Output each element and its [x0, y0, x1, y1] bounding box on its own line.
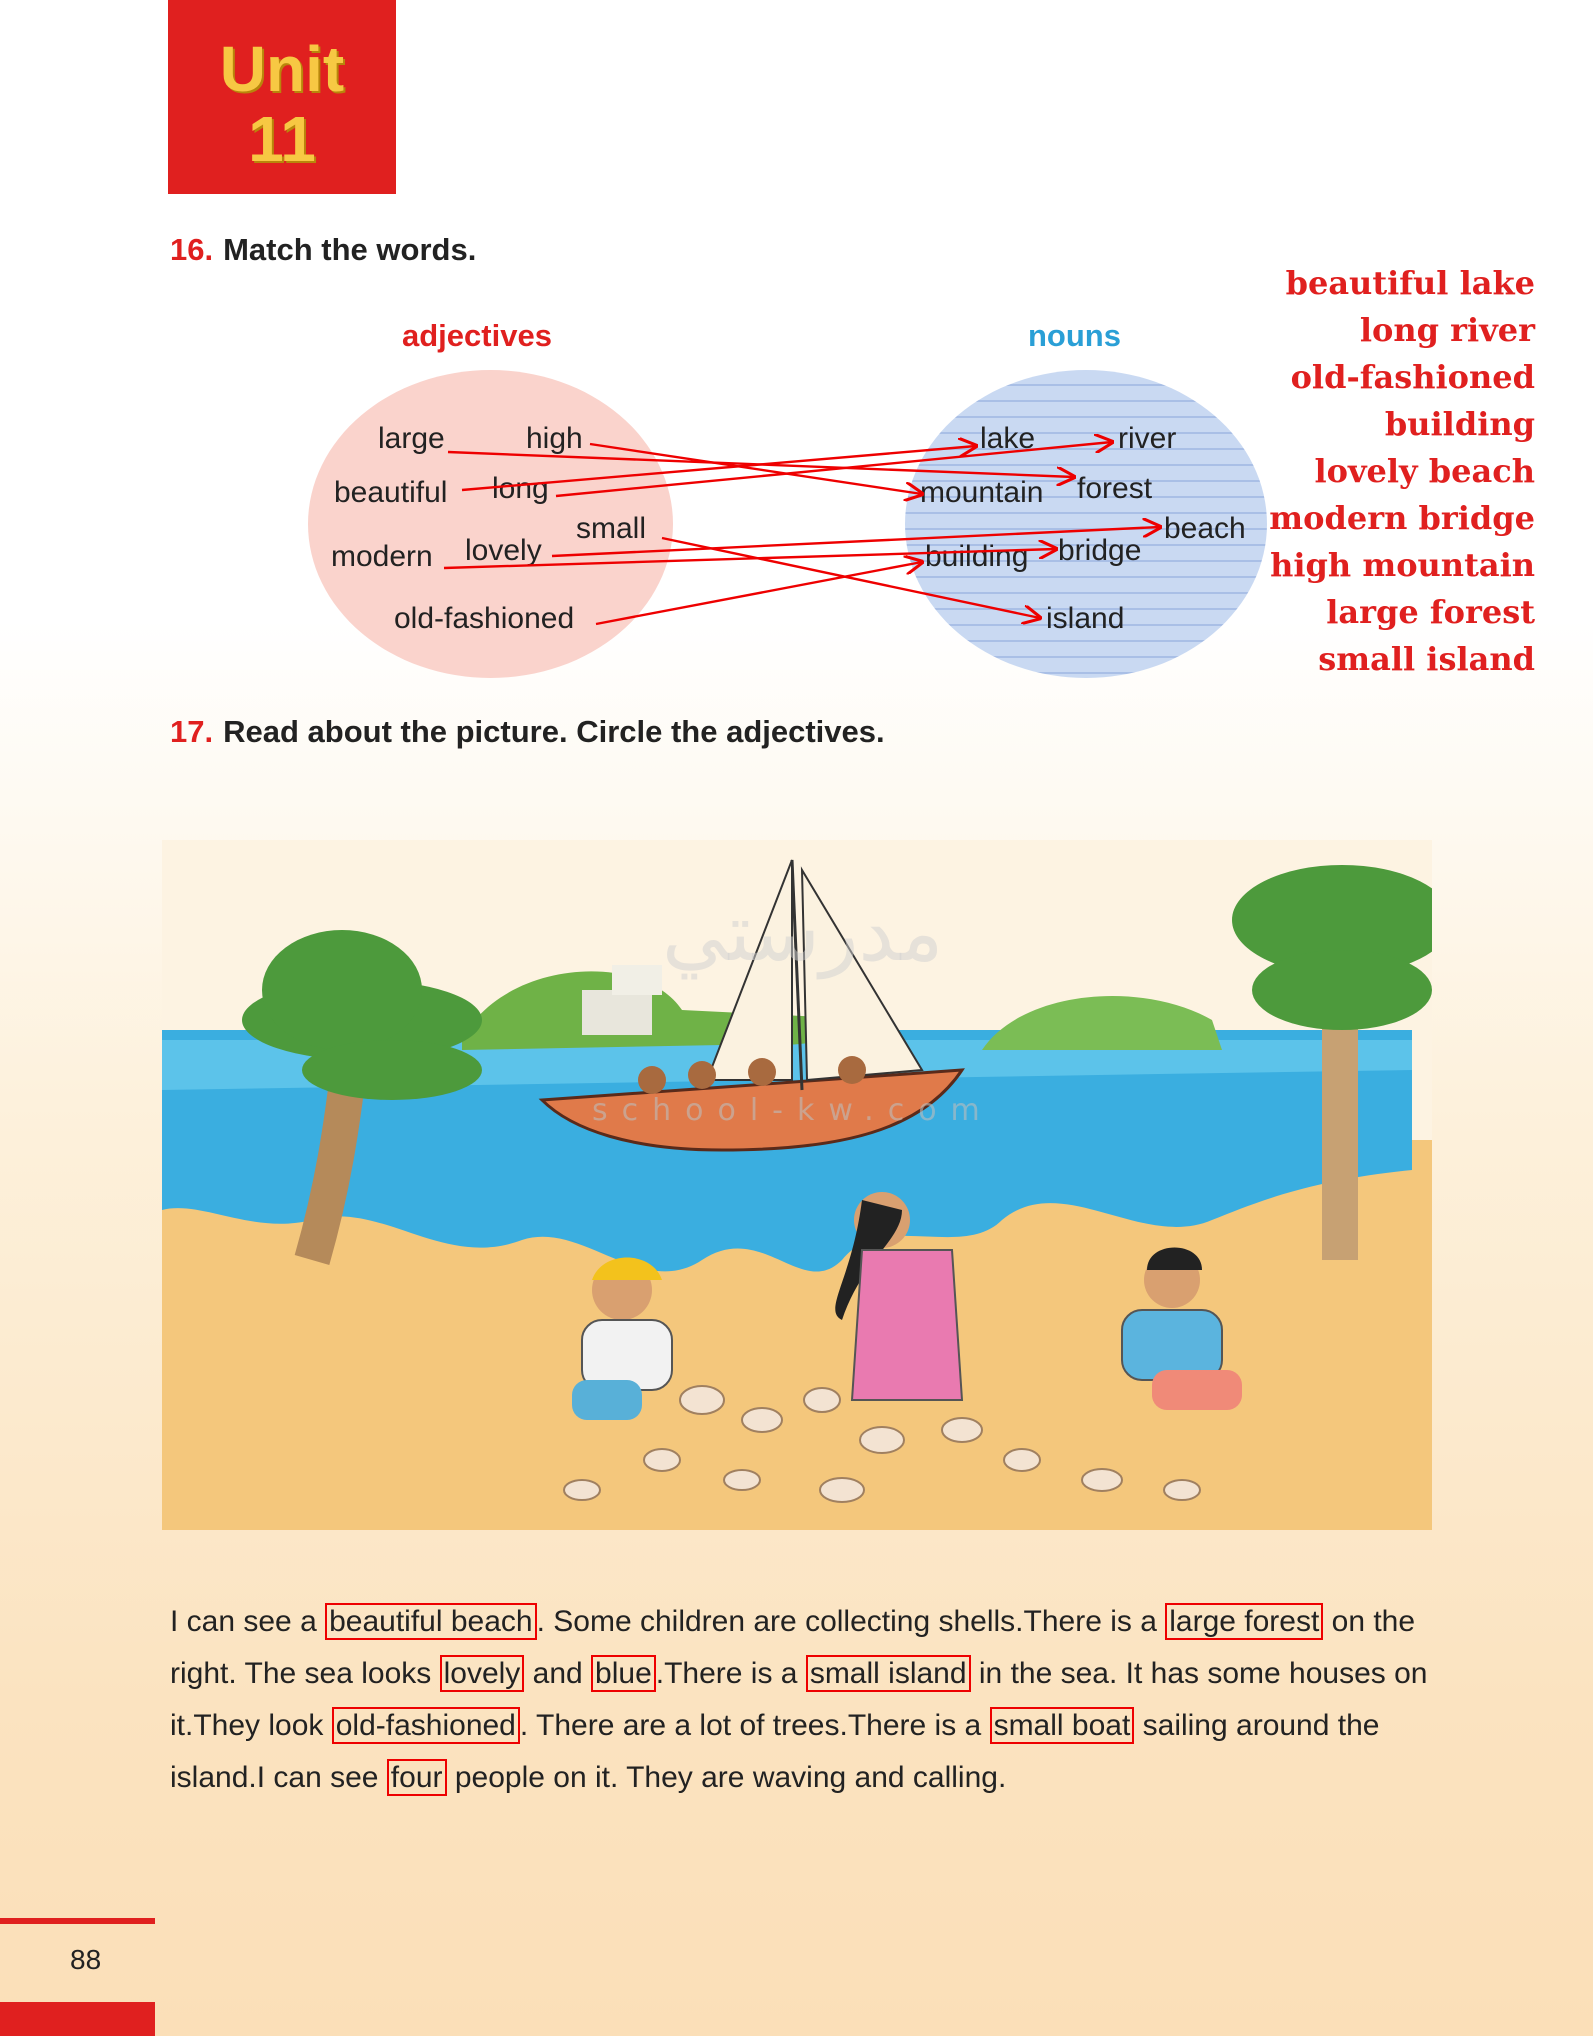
footer-bar	[0, 2002, 155, 2036]
noun-island: island	[1046, 602, 1125, 635]
circled-adjective: four	[387, 1759, 447, 1796]
unit-number: 11	[248, 103, 316, 175]
circled-adjective: small boat	[990, 1707, 1135, 1744]
answer-item: high mountain	[1270, 546, 1535, 584]
adjective-small: small	[576, 512, 647, 545]
adjective-beautiful: beautiful	[334, 476, 448, 509]
circled-adjective: small island	[806, 1655, 971, 1692]
noun-bridge: bridge	[1058, 534, 1142, 567]
paragraph-text: in the sea. It has some houses on it.They look	[170, 1657, 1428, 1742]
adjective-modern: modern	[331, 540, 433, 573]
paragraph-text: . Some children are collecting shells.There is a	[536, 1605, 1166, 1638]
watermark-arabic: مدرستي	[662, 886, 944, 979]
unit-label: Unit	[219, 33, 345, 105]
circled-adjective: old-fashioned	[332, 1707, 520, 1744]
noun-lake: lake	[980, 422, 1036, 455]
answer-item: old-fashioned	[1290, 358, 1535, 396]
watermark-site: school-kw.com	[592, 1093, 994, 1128]
paragraph-text: people on it. They are waving and calling.	[446, 1761, 1007, 1794]
reading-paragraph	[170, 1596, 1440, 1804]
beach-illustration	[162, 840, 1432, 1530]
circled-adjective: beautiful beach	[325, 1603, 537, 1640]
answer-item: lovely beach	[1314, 452, 1535, 490]
arrow-old-fashioned-building	[596, 562, 922, 624]
adjective-high: high	[526, 422, 583, 455]
circled-adjective: lovely	[440, 1655, 525, 1692]
noun-beach: beach	[1164, 512, 1246, 545]
answer-item: modern bridge	[1269, 499, 1535, 537]
circled-adjective: blue	[591, 1655, 656, 1692]
answer-list	[1269, 260, 1535, 683]
page-number-bar	[0, 1918, 155, 1924]
arrow-modern-bridge	[444, 549, 1056, 568]
exercise-17-text: Read about the picture. Circle the adjectives.	[223, 714, 885, 749]
paragraph-text: and	[524, 1657, 592, 1690]
noun-building: building	[925, 540, 1029, 573]
adjective-long: long	[492, 472, 549, 505]
adjective-large: large	[378, 422, 445, 455]
answer-item: small island	[1318, 640, 1535, 678]
answer-item: building	[1384, 405, 1535, 443]
noun-river: river	[1118, 422, 1177, 455]
paragraph-text: sailing around the island.I can see	[170, 1709, 1380, 1794]
nouns-label: nouns	[1028, 318, 1121, 353]
paragraph-text: on the right. The sea looks	[170, 1605, 1416, 1690]
paragraph-text: I can see a	[170, 1605, 326, 1638]
answer-item: beautiful lake	[1285, 264, 1535, 302]
noun-forest: forest	[1077, 472, 1153, 505]
exercise-16-number: 16.	[170, 232, 214, 267]
adjective-lovely: lovely	[465, 534, 542, 567]
noun-mountain: mountain	[920, 476, 1044, 509]
exercise-17-title	[170, 714, 885, 750]
answer-item: large forest	[1326, 593, 1535, 631]
circled-adjective: large forest	[1165, 1603, 1323, 1640]
arrow-beautiful-lake	[462, 446, 976, 490]
adjective-old-fashioned: old-fashioned	[394, 602, 575, 635]
arrow-lovely-beach	[552, 527, 1160, 556]
exercise-17-number: 17.	[170, 714, 214, 749]
exercise-16-text: Match the words.	[223, 232, 477, 267]
paragraph-text: . There are a lot of trees.There is a	[519, 1709, 990, 1742]
page-number: 88	[70, 1944, 102, 1975]
paragraph-text: .There is a	[655, 1657, 806, 1690]
adjectives-label: adjectives	[402, 318, 552, 353]
arrow-long-river	[556, 442, 1112, 496]
arrow-small-island	[662, 538, 1040, 618]
answer-item: long river	[1359, 311, 1535, 349]
